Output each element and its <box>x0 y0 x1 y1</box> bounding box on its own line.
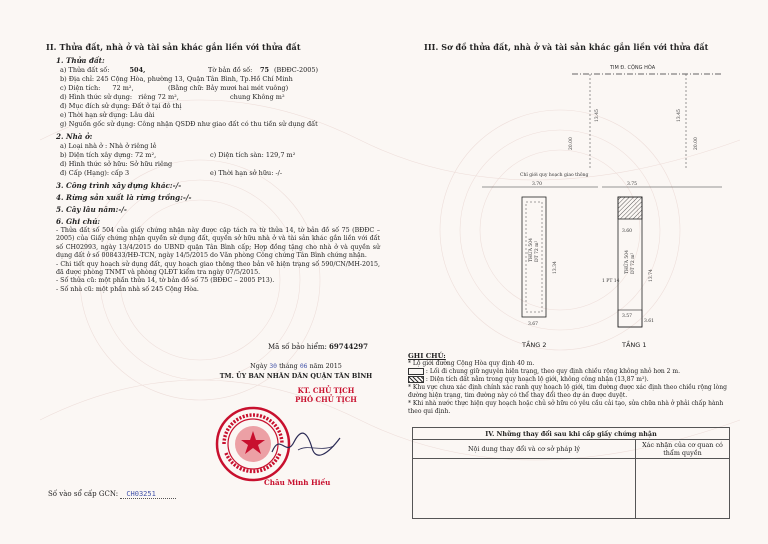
house-heading: 2. Nhà ở: <box>56 132 93 141</box>
book-number-label: Số vào sổ cấp GCN: <box>48 490 119 498</box>
build-area: b) Diện tích xây dựng: 72 m², <box>60 151 157 159</box>
legend-2 <box>408 368 738 376</box>
house-type-row: a) Loại nhà ở : Nhà ở riêng lẻ <box>60 142 157 150</box>
area-label: c) Diện tích: <box>60 84 101 92</box>
dim-floor2-bottom: 3.67 <box>528 322 539 327</box>
floor-area: c) Diện tích sàn: 129,7 m² <box>210 151 296 159</box>
area-row <box>60 84 386 93</box>
floor1-title: TẦNG 1 <box>622 341 647 349</box>
legend-2-text: : Lối đi chung giữ nguyên hiện trạng, theo quy định chiều rộng không nhỏ hơn 2 m. <box>425 368 680 375</box>
map-sheet-ext: (BĐĐC-2005) <box>274 66 319 74</box>
usage-form-private: riêng 72 m², <box>138 93 179 101</box>
lot-number: 504, <box>129 66 146 74</box>
issue-date <box>206 362 386 370</box>
changes-empty-cell-2 <box>636 459 730 519</box>
area-words: (Bằng chữ: Bảy mươi hai mét vuông) <box>168 84 289 92</box>
dim-floor1-mid: 3.60 <box>622 229 633 234</box>
floor2-outline <box>522 197 546 317</box>
book-number-value: CH03251 <box>120 490 176 499</box>
ownership-row: d) Hình thức sở hữu: Sở hữu riêng <box>60 160 173 168</box>
legend <box>408 352 738 416</box>
usage-form-label: d) Hình thức sử dụng: <box>60 93 133 101</box>
dim-top-left: 3.70 <box>532 182 543 187</box>
changes-col-content: Nội dung thay đổi và cơ sở pháp lý <box>413 440 636 459</box>
signature-scribble <box>268 430 348 460</box>
planned-area-hatch <box>618 197 642 219</box>
changes-table-title: IV. Những thay đổi sau khi cấp giấy chứng nhận <box>413 428 730 440</box>
dim-floor1-side: 3.61 <box>644 319 655 324</box>
trees-heading: 5. Cây lâu năm:-/- <box>56 205 127 214</box>
term-row: e) Thời hạn sử dụng: Lâu dài <box>60 111 155 119</box>
floor1-area: DT 72 m² <box>631 252 636 274</box>
signature-block <box>206 362 386 404</box>
origin-row: g) Nguồn gốc sử dụng: Công nhận QSDĐ như giao đất có thu tiền sử dụng đất <box>60 120 318 128</box>
notes-heading: 6. Ghi chú: <box>56 217 101 226</box>
dim-top-right: 3.75 <box>627 182 638 187</box>
deputy-title: KT. CHỦ TỊCH <box>297 386 355 395</box>
legend-title: GHI CHÚ: <box>408 352 446 360</box>
lot-number-row <box>60 66 386 75</box>
dim-floor1-bottom: 3.57 <box>622 314 633 319</box>
date-prefix: Ngày <box>250 362 268 370</box>
own-term: e) Thời hạn sở hữu: -/- <box>210 169 283 177</box>
note-1: - Thửa đất số 504 của giấy chứng nhận này được cập tách ra từ thửa 14, tờ bản đồ số 75 (BĐĐC – 2005) của Giấy chứng nhận quyền sử dụng đất, quyền sở hữu nhà ở và tài sản khác gắn liền với đất số CH02993, ngày 13/4/2015 do UBND quận Tân Bình cấp; Hợp đồng tặng cho nhà ở và quyền sử dụng đất ở số 008433/HĐ-TCN, ngày 14/5/2015 do Văn phòng Công chứng Tân Bình chứng nhận. <box>56 227 380 260</box>
legend-3 <box>408 376 738 384</box>
floor2-lot-label: THỬA 504 <box>529 238 534 262</box>
forest-heading: 4. Rừng sản xuất là rừng trồng:-/- <box>56 193 192 202</box>
land-heading: 1. Thửa đất: <box>56 56 105 65</box>
purpose-row: đ) Mục đích sử dụng: Đất ở tại đô thị <box>60 102 182 110</box>
note-2: - Chi tiết quy hoạch sử dụng đất, quy hoạch giao thông theo bản vẽ hiện trạng số 590/CN/MH-2015, đã được phòng TNMT và phòng QLĐT kiểm tra ngày 07/5/2015. <box>56 260 380 277</box>
dim-right-20: 20.00 <box>694 137 699 150</box>
legend-4: * Khu vực chưa xác định chính xác ranh quy hoạch lộ giới, tim đường được xác định theo chiều rộng lòng đường hiện trạng, tim đường này có thể thay đổi theo dự án được duyệt. <box>408 384 727 399</box>
hatch-swatch <box>408 376 424 383</box>
usage-form-common: chung Không m² <box>230 93 285 101</box>
date-day: 30 <box>269 362 278 370</box>
floor2-area: DT 72 m² <box>535 240 540 262</box>
floor2-title: TẦNG 2 <box>522 341 547 349</box>
map-sheet-label: Tờ bản đồ số: <box>208 66 253 74</box>
grade: đ) Cấp (Hạng): cấp 3 <box>60 169 130 177</box>
other-works-heading: 3. Công trình xây dựng khác:-/- <box>56 181 182 190</box>
passage-swatch <box>408 368 424 375</box>
usage-form-row <box>60 93 386 102</box>
changes-col-confirm: Xác nhận của cơ quan có thẩm quyền <box>636 440 730 459</box>
signer-name: Châu Minh Hiếu <box>264 478 331 487</box>
dim-left-20: 20.00 <box>569 137 574 150</box>
legend-5: * Khi nhà nước thực hiện quy hoạch hoặc chủ sở hữu có yêu cầu cải tạo, sửa chữa nhà ở phải chấp hành theo qui định. <box>408 400 724 415</box>
planline-label: Chỉ giới quy hoạch giao thông <box>520 173 589 178</box>
serial <box>268 342 368 351</box>
authority: TM. ỦY BAN NHÂN DÂN QUẬN TÂN BÌNH <box>219 372 373 380</box>
serial-number: 69744297 <box>329 342 369 351</box>
date-month: 06 <box>299 362 308 370</box>
book-number <box>48 490 176 498</box>
lot-number-label: a) Thửa đất số: <box>60 66 110 74</box>
dim-floor2-len: 13.34 <box>553 261 558 274</box>
lot-diagram <box>422 52 742 354</box>
changes-table <box>412 427 730 519</box>
note-4: - Số nhà cũ: một phần nhà số 245 Cộng Hòa. <box>56 285 199 293</box>
legend-3-text: : Diện tích đất nằm trong quy hoạch lộ giới, không công nhận (13,87 m²). <box>425 376 649 383</box>
left-page <box>36 30 386 522</box>
dim-floor1-len: 13.74 <box>649 269 654 282</box>
street-label: TIM Đ. CỘNG HÒA <box>610 65 656 71</box>
vice-chairman: PHÓ CHỦ TỊCH <box>295 395 357 404</box>
legend-1: * Lộ giới đường Cộng Hòa quy định 40 m. <box>408 360 535 367</box>
date-mid: tháng <box>279 362 298 370</box>
map-sheet-number: 75 <box>260 66 270 74</box>
build-area-row <box>60 151 386 160</box>
section-iii-title: III. Sơ đồ thửa đất, nhà ở và tài sản khác gắn liền với thửa đất <box>424 42 709 52</box>
section-ii-title: II. Thửa đất, nhà ở và tài sản khác gắn liền với thửa đất <box>46 42 301 52</box>
dim-road-right: 13.45 <box>677 109 682 122</box>
grade-row <box>60 169 386 178</box>
floor1-pt14: 1 PT 14 <box>602 279 620 284</box>
date-suffix: năm 2015 <box>309 362 342 370</box>
floor1-lot-label: THỬA 504 <box>625 250 630 274</box>
area-value: 72 m², <box>112 84 134 92</box>
address-row: b) Địa chỉ: 245 Cộng Hòa, phường 13, Quận Tân Bình, Tp.Hồ Chí Minh <box>60 75 293 83</box>
changes-empty-cell-1 <box>413 459 636 519</box>
right-page <box>402 30 752 522</box>
serial-label: Mã số bảo hiểm: <box>268 343 330 351</box>
dim-road-left: 13.45 <box>595 109 600 122</box>
note-3: - Số thửa cũ: một phần thửa 14, tờ bản đồ số 75 (BĐĐC – 2005 P13). <box>56 277 275 285</box>
